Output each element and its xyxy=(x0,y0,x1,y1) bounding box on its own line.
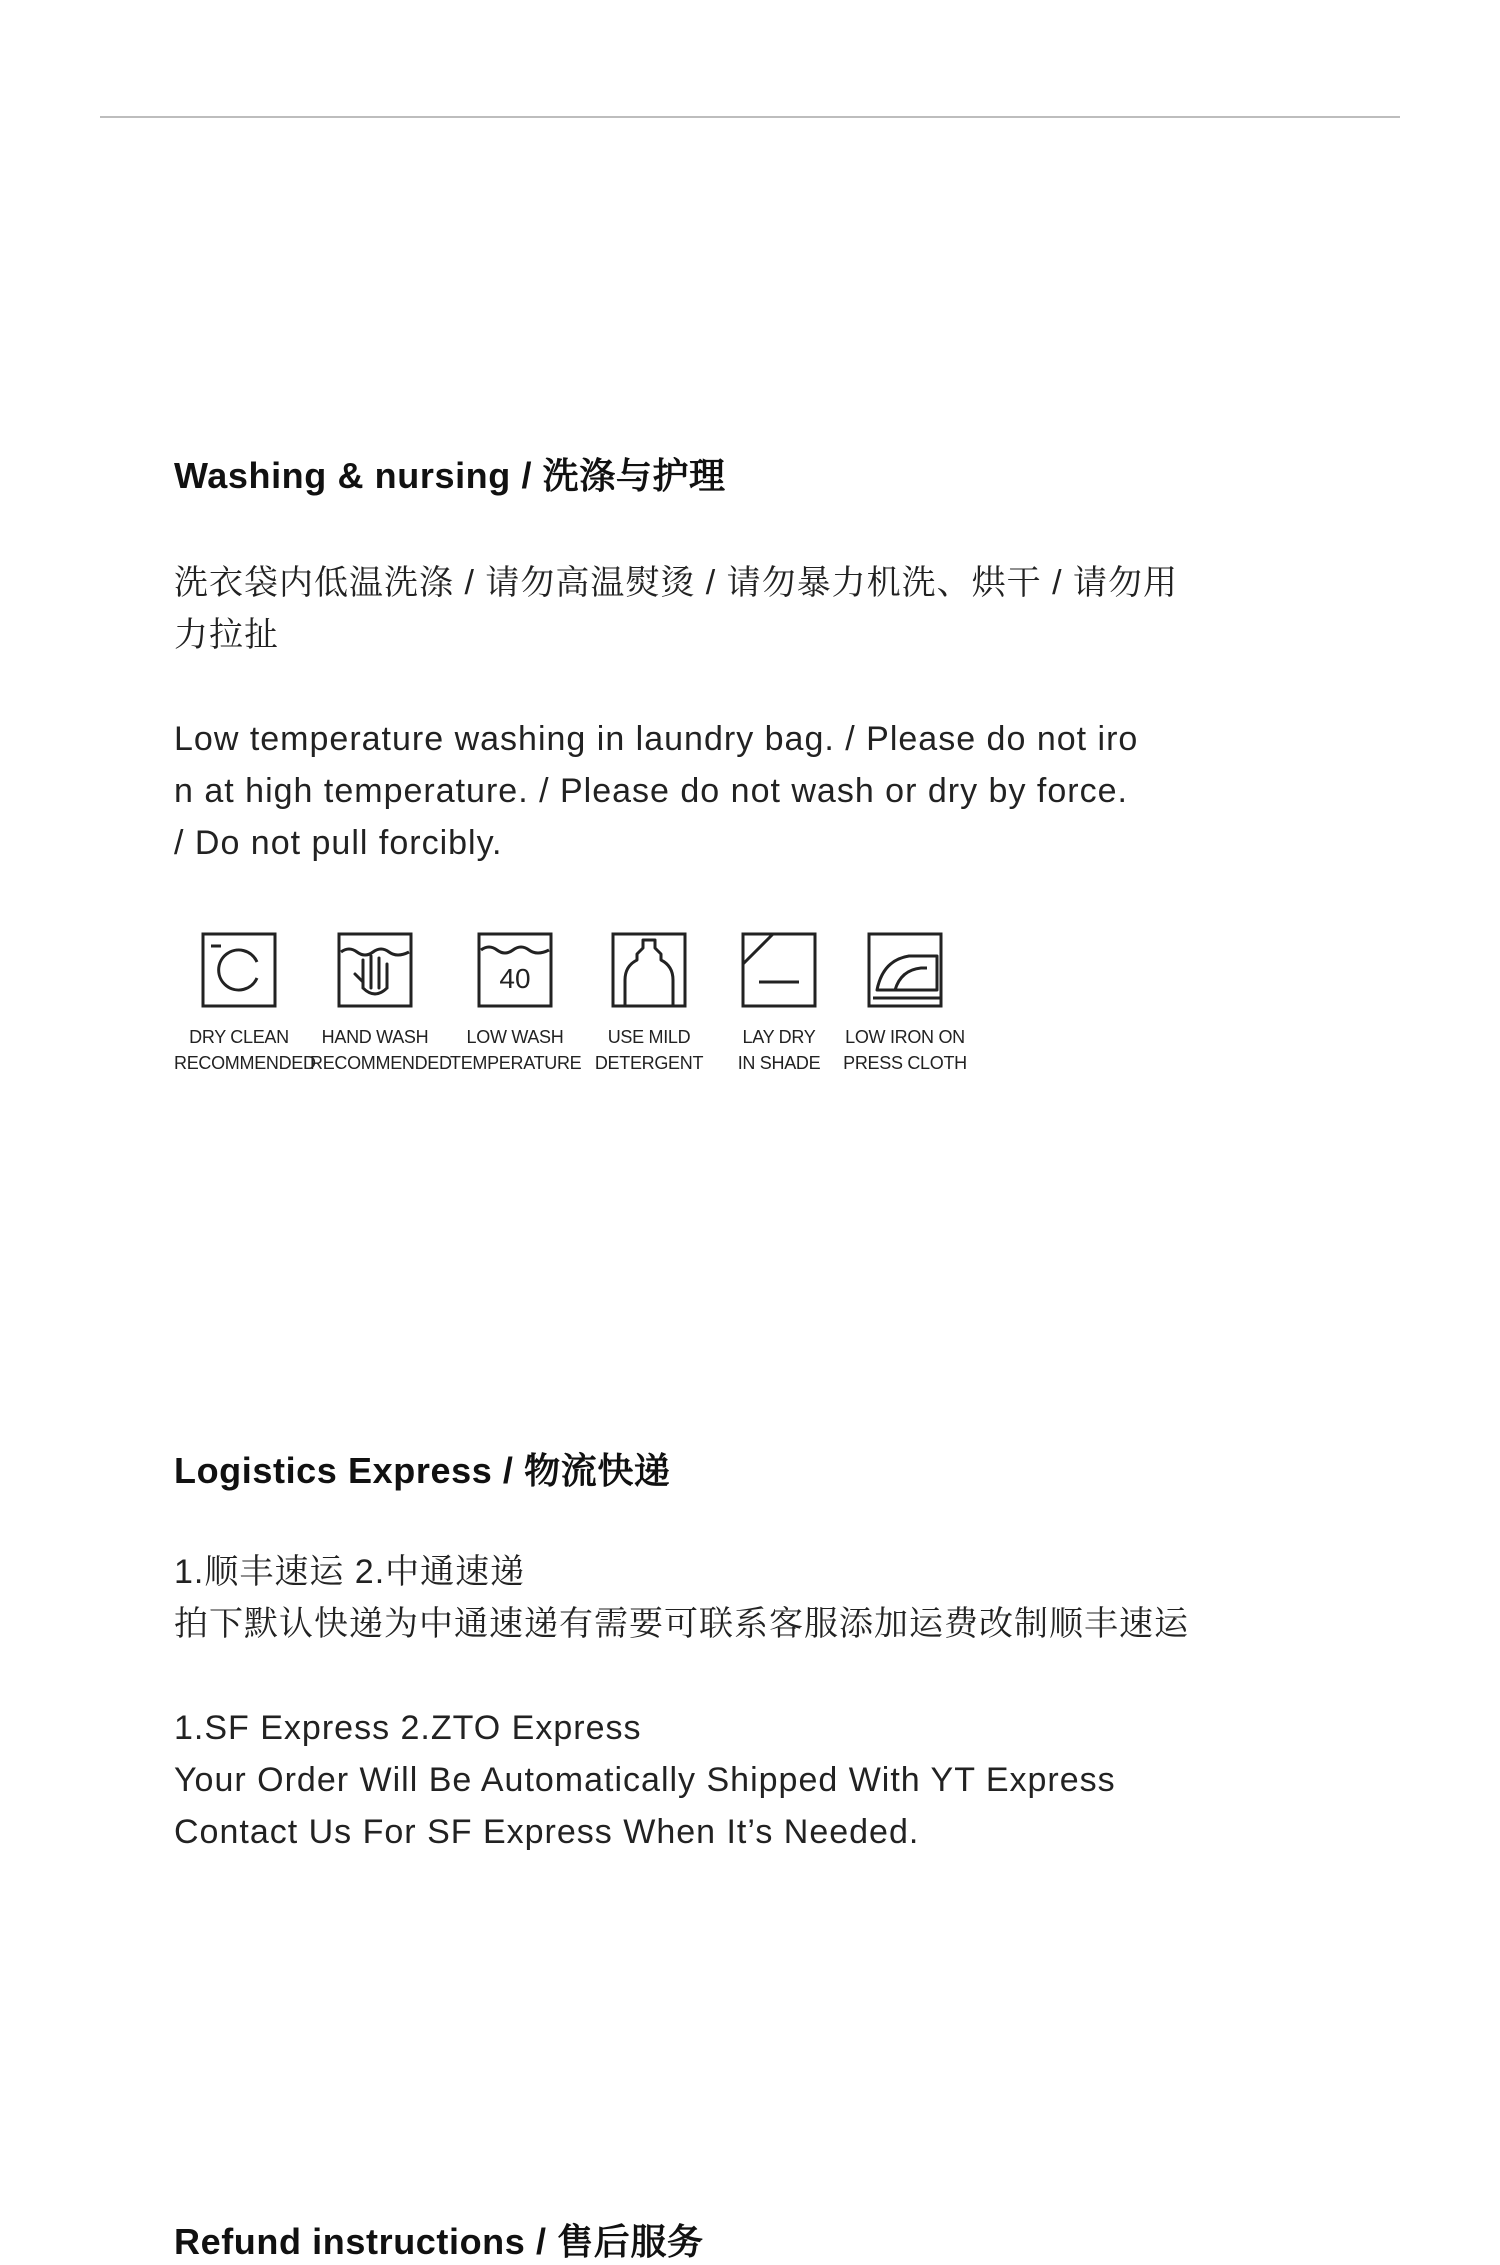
care-item-dry-clean xyxy=(174,930,316,1076)
caption-line: USE MILD xyxy=(607,1027,691,1047)
logistics-chinese-text xyxy=(174,1546,1334,1650)
dry-clean-icon xyxy=(199,930,279,1010)
mild-detergent-icon xyxy=(609,930,689,1010)
care-item-low-wash xyxy=(450,930,580,1076)
clipped-previous-text xyxy=(174,0,184,16)
care-icons-row xyxy=(174,930,974,1080)
logistics-en-line: Contact Us For SF Express When It’s Needed. xyxy=(174,1813,920,1851)
caption-line: DRY CLEAN xyxy=(189,1027,289,1047)
logistics-zh-line: 拍下默认快递为中通速递有需要可联系客服添加运费改制顺丰速运 xyxy=(174,1605,1189,1643)
logistics-english-text xyxy=(174,1702,1334,1858)
washing-zh-line: 洗衣袋内低温洗涤 / 请勿高温熨烫 / 请勿暴力机洗、烘干 / 请勿用 xyxy=(174,564,1179,602)
care-item-low-iron xyxy=(840,930,970,1076)
care-item-lay-dry xyxy=(714,930,844,1076)
care-caption xyxy=(840,1024,970,1076)
caption-line: HAND WASH xyxy=(321,1027,429,1047)
washing-chinese-text xyxy=(174,557,1334,661)
section-divider xyxy=(100,116,1400,118)
lay-dry-shade-icon xyxy=(739,930,819,1010)
care-caption xyxy=(174,1024,316,1076)
caption-line: LOW WASH xyxy=(466,1027,564,1047)
washing-heading: Washing & nursing / 洗涤与护理 xyxy=(174,455,726,496)
care-caption xyxy=(450,1024,580,1076)
washing-en-line: n at high temperature. / Please do not wash or dry by force. xyxy=(174,772,1128,810)
caption-line: LAY DRY xyxy=(742,1027,816,1047)
washing-english-text xyxy=(174,713,1334,869)
care-caption xyxy=(584,1024,714,1076)
caption-line: DETERGENT xyxy=(594,1053,704,1073)
low-iron-icon xyxy=(865,930,945,1010)
temperature-number: 40 xyxy=(499,963,531,994)
care-item-mild-detergent xyxy=(584,930,714,1076)
logistics-heading: Logistics Express / 物流快递 xyxy=(174,1450,671,1491)
washing-en-line: / Do not pull forcibly. xyxy=(174,824,503,862)
low-wash-temperature-icon xyxy=(475,930,555,1010)
logistics-section xyxy=(174,1443,1334,1858)
care-item-hand-wash xyxy=(310,930,452,1076)
hand-wash-icon xyxy=(335,930,415,1010)
care-caption xyxy=(310,1024,452,1076)
caption-line: TEMPERATURE xyxy=(450,1053,582,1073)
washing-zh-line: 力拉扯 xyxy=(174,616,279,654)
refund-section xyxy=(174,2214,1334,2265)
washing-en-line: Low temperature washing in laundry bag. / Please do not iro xyxy=(174,720,1139,758)
washing-section xyxy=(174,448,1334,869)
caption-line: IN SHADE xyxy=(737,1053,821,1073)
caption-line: RECOMMENDED xyxy=(310,1053,452,1073)
care-caption xyxy=(714,1024,844,1076)
refund-heading: Refund instructions / 售后服务 xyxy=(174,2221,704,2262)
caption-line: LOW IRON ON xyxy=(845,1027,965,1047)
logistics-en-line: Your Order Will Be Automatically Shipped With YT Express xyxy=(174,1761,1116,1799)
logistics-zh-line: 1.顺丰速运 2.中通速递 xyxy=(174,1553,526,1591)
caption-line: RECOMMENDED xyxy=(174,1053,316,1073)
caption-line: PRESS CLOTH xyxy=(843,1053,967,1073)
logistics-en-line: 1.SF Express 2.ZTO Express xyxy=(174,1709,642,1747)
